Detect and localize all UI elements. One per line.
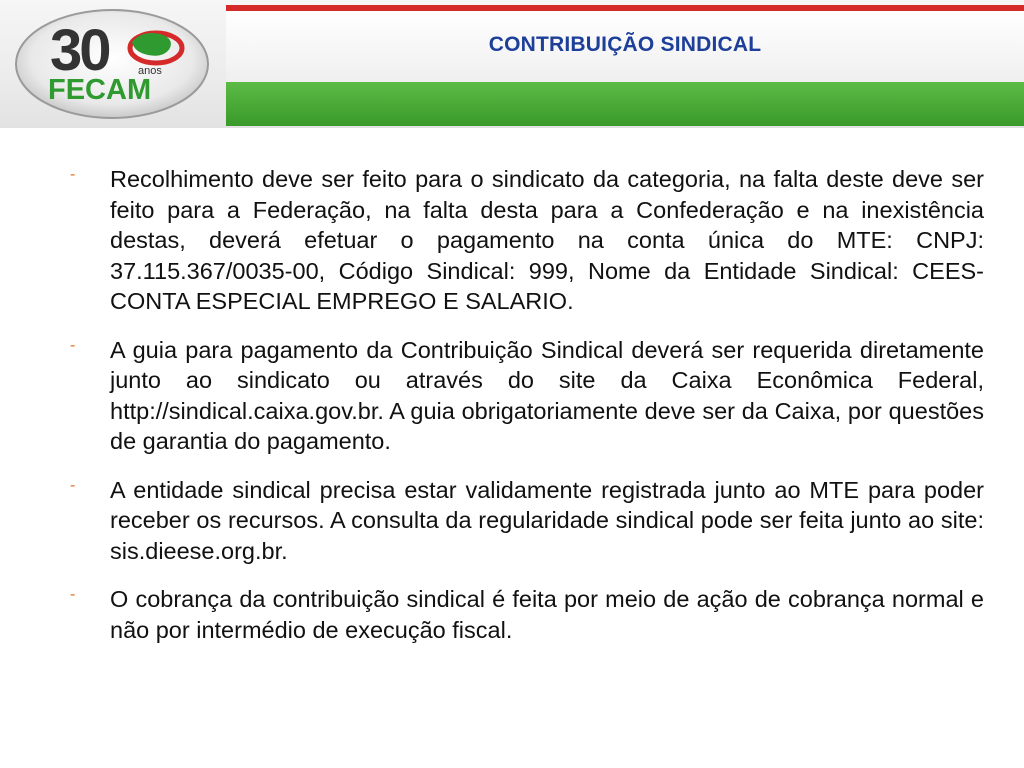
- logo-anos: anos: [138, 65, 162, 77]
- bullet-text: A entidade sindical precisa estar validamente registrada junto ao MTE para poder receber os recursos. A consulta da regularidade sindical pode ser feita junto ao site: sis.dieese.org.br.: [110, 476, 984, 564]
- slide-header: [0, 0, 1024, 128]
- logo-number: 30: [50, 18, 109, 83]
- bullet-marker: -: [70, 586, 76, 603]
- bullet-marker: -: [70, 476, 76, 494]
- slide-title: CONTRIBUIÇÃO SINDICAL: [488, 33, 762, 56]
- bullet-text: A guia para pagamento da Contribuição Sindical deverá ser requerida diretamente junto ao sindicato ou através do site da Caixa Econômica Federal, http://sindical.caixa.gov.br. A guia obrigatoriamente deve ser da Caixa, por questões de garantia do pagamento.: [110, 336, 984, 454]
- fecam-30-anos-logo: [14, 8, 224, 122]
- bullet-marker: -: [70, 336, 76, 354]
- list-item: [70, 335, 984, 457]
- header-green-bar: [226, 82, 1024, 126]
- bullet-text: O cobrança da contribuição sindical é feita por meio de ação de cobrança normal e não por intermédio de execução fiscal.: [110, 586, 984, 643]
- logo-name: FECAM: [48, 74, 152, 106]
- list-item: [70, 475, 984, 567]
- bullet-text: Recolhimento deve ser feito para o sindicato da categoria, na falta deste deve ser feito para a Federação, na falta desta para a Confederação e na inexistência destas, deverá efetuar o pagamento na conta única do MTE: CNPJ: 37.115.367/0035-00, Código Sindical: 999, Nome da Entidade Sindical: CEES-CONTA ESPECIAL EMPREGO E SALARIO.: [110, 166, 984, 314]
- bullet-list: [70, 164, 984, 663]
- list-item: [70, 164, 984, 317]
- bullet-marker: -: [70, 166, 76, 183]
- list-item: [70, 584, 984, 645]
